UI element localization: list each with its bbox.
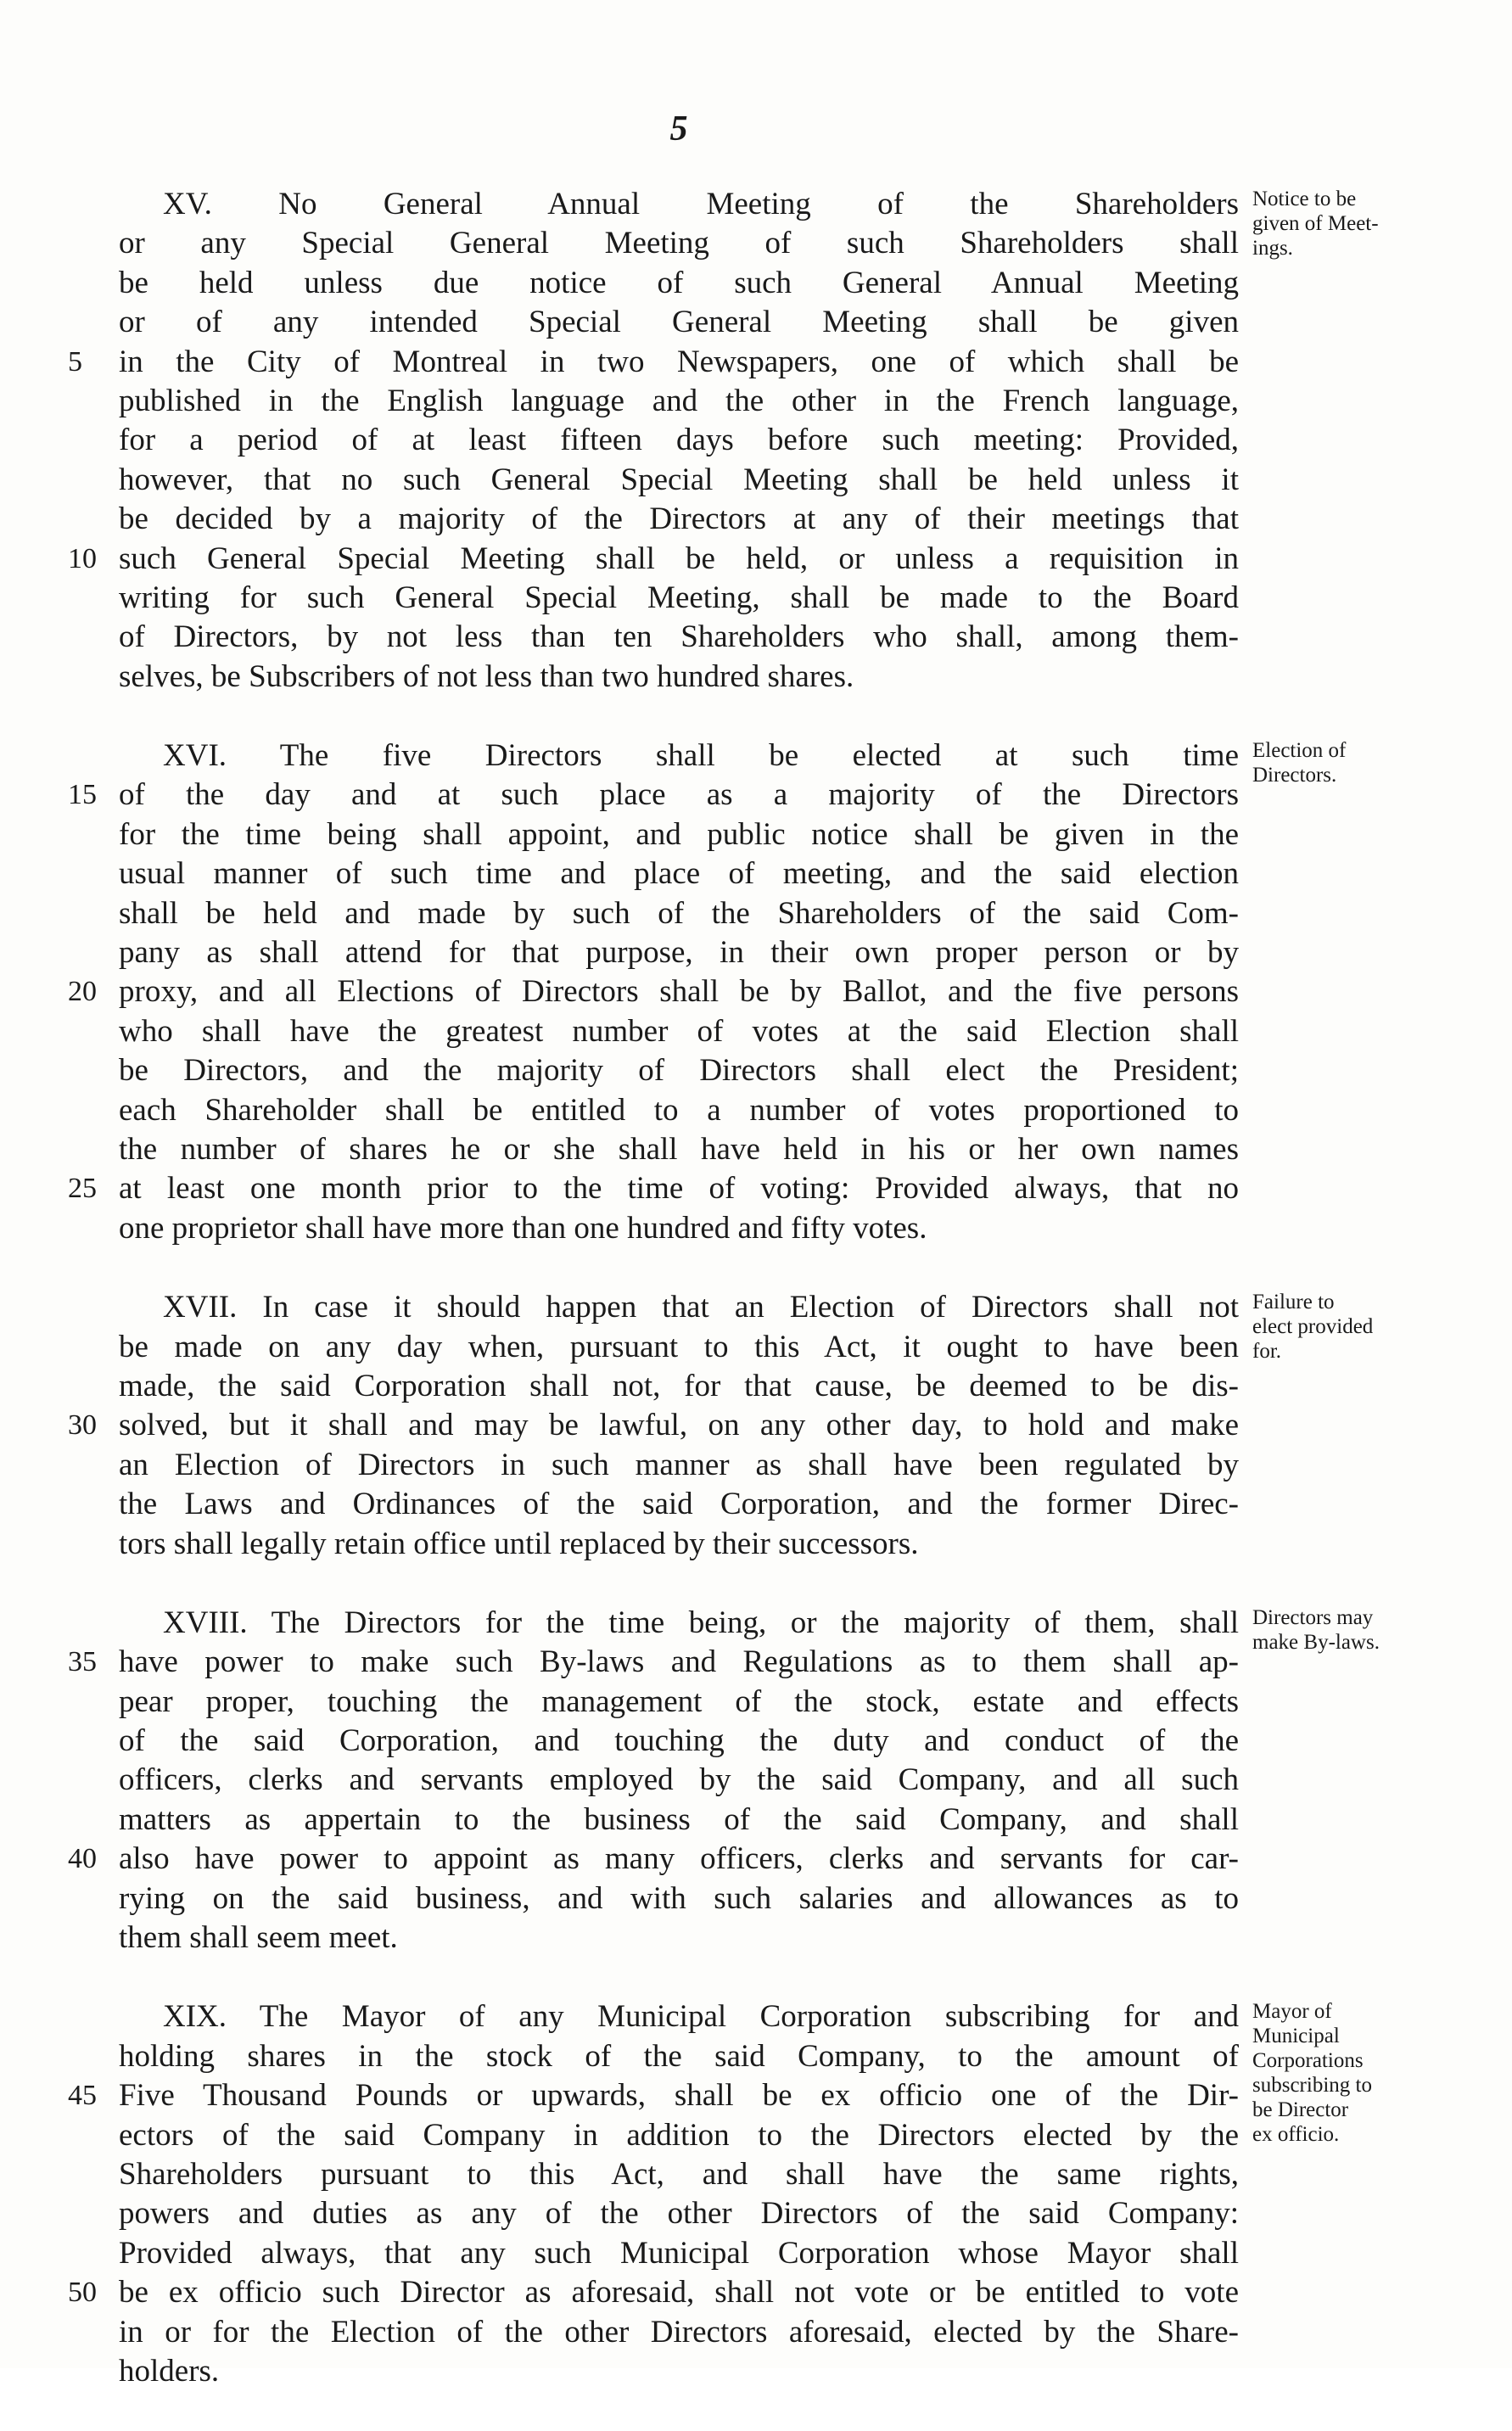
text-line — [0, 343, 1512, 382]
line-text: proxy, and all Elections of Directors shall be by Ballot, and the five persons — [119, 974, 1239, 1010]
margin-note-line: ings. — [1252, 237, 1293, 260]
section-heading-line: XVI. The five Directors shall be elected at such time — [163, 738, 1239, 774]
text-line — [0, 1091, 1512, 1130]
line-text: such General Special Meeting shall be held, or unless a requisition in — [119, 541, 1239, 576]
text-line — [0, 2352, 1512, 2391]
line-text: powers and duties as any of the other Directors of the said Company: — [119, 2196, 1239, 2232]
line-number: 10 — [68, 542, 97, 574]
margin-note-line: Election of — [1252, 739, 1347, 763]
text-line — [0, 894, 1512, 933]
text-line — [0, 540, 1512, 579]
margin-note — [1252, 1290, 1473, 1364]
line-text: made, the said Corporation shall not, for that cause, be deemed to be dis- — [119, 1368, 1239, 1403]
line-number: 35 — [68, 1646, 97, 1678]
line-text: be decided by a majority of the Directors at any of their meetings that — [119, 501, 1239, 537]
text-line — [0, 1406, 1512, 1445]
margin-note — [1252, 1999, 1473, 2147]
line-number: 45 — [68, 2080, 97, 2112]
line-text: them shall seem meet. — [119, 1920, 398, 1956]
margin-note-line: elect provided — [1252, 1315, 1374, 1339]
line-number: 20 — [68, 976, 97, 1008]
section-xv — [0, 185, 1512, 697]
margin-note-line: Directors. — [1252, 764, 1337, 787]
text-line — [0, 2273, 1512, 2312]
line-number: 5 — [68, 345, 82, 378]
margin-note-line: given of Meet- — [1252, 212, 1379, 235]
text-line — [0, 1761, 1512, 1800]
line-number: 50 — [68, 2277, 97, 2309]
line-text: the number of shares he or she shall have held in his or her own names — [119, 1131, 1239, 1167]
section-xviii — [0, 1604, 1512, 1958]
section-xvii — [0, 1288, 1512, 1564]
statute-body — [0, 185, 1512, 2431]
line-text: be ex officio such Director as aforesaid, shall not vote or be entitled to vote — [119, 2275, 1239, 2311]
margin-note-line: Failure to — [1252, 1291, 1335, 1314]
text-line — [0, 1209, 1512, 1248]
text-line — [0, 303, 1512, 342]
text-line — [0, 1367, 1512, 1406]
text-line — [0, 1012, 1512, 1051]
line-text: pany as shall attend for that purpose, in their own proper person or by — [119, 935, 1239, 971]
line-text: Provided always, that any such Municipal Corporation whose Mayor shall — [119, 2235, 1239, 2271]
margin-note-line: Corporations — [1252, 2049, 1364, 2073]
line-number: 15 — [68, 779, 97, 811]
line-text: an Election of Directors in such manner as shall have been regulated by — [119, 1447, 1239, 1482]
text-line — [0, 421, 1512, 460]
margin-note-line: make By-laws. — [1252, 1630, 1380, 1654]
section-xvi — [0, 737, 1512, 1248]
text-line — [0, 1879, 1512, 1918]
text-line — [0, 1446, 1512, 1485]
margin-note-line: Mayor of — [1252, 2000, 1332, 2024]
line-text: each Shareholder shall be entitled to a number of votes proportioned to — [119, 1092, 1239, 1128]
margin-note-line: Notice to be — [1252, 188, 1357, 210]
margin-note — [1252, 738, 1473, 787]
line-text: writing for such General Special Meeting, shall be made to the Board — [119, 580, 1239, 615]
line-text: ectors of the said Company in addition to the Directors elected by the — [119, 2117, 1239, 2153]
text-line — [0, 2234, 1512, 2273]
line-text: selves, be Subscribers of not less than two hundred shares. — [119, 658, 854, 694]
line-number: 30 — [68, 1409, 97, 1442]
text-line — [0, 1051, 1512, 1090]
line-text: in the City of Montreal in two Newspapers, one of which shall be — [119, 344, 1239, 379]
line-text: at least one month prior to the time of voting: Provided always, that no — [119, 1171, 1239, 1207]
margin-note-line: for. — [1252, 1340, 1282, 1364]
margin-note-line: subscribing to — [1252, 2074, 1372, 2098]
text-line — [0, 933, 1512, 972]
line-text: holders. — [119, 2353, 220, 2389]
text-line — [0, 500, 1512, 539]
line-number: 25 — [68, 1173, 97, 1205]
line-number: 40 — [68, 1843, 97, 1875]
text-line — [0, 815, 1512, 854]
line-text: one proprietor shall have more than one hundred and fifty votes. — [119, 1210, 927, 1246]
text-line — [0, 2155, 1512, 2194]
line-text: for a period of at least fifteen days before such meeting: Provided, — [119, 423, 1239, 458]
text-line — [0, 461, 1512, 500]
text-line — [0, 618, 1512, 657]
text-line — [0, 1840, 1512, 1879]
line-text: be held unless due notice of such General Annual Meeting — [119, 265, 1239, 300]
text-line — [0, 1918, 1512, 1958]
line-text: of Directors, by not less than ten Shareholders who shall, among them- — [119, 619, 1239, 655]
margin-note — [1252, 187, 1473, 260]
text-line — [0, 854, 1512, 893]
margin-note-line: Directors may — [1252, 1605, 1374, 1629]
line-text: the Laws and Ordinances of the said Corporation, and the former Direc- — [119, 1487, 1239, 1522]
line-text: shall be held and made by such of the Shareholders of the said Com- — [119, 895, 1239, 931]
margin-note — [1252, 1605, 1473, 1655]
line-text: be Directors, and the majority of Directors shall elect the President; — [119, 1053, 1239, 1089]
section-heading-line: XV. No General Annual Meeting of the Shareholders — [163, 187, 1239, 221]
text-line — [0, 1485, 1512, 1524]
line-text: Shareholders pursuant to this Act, and shall have the same rights, — [119, 2156, 1239, 2192]
line-text: however, that no such General Special Meeting shall be held unless it — [119, 462, 1239, 497]
line-text: tors shall legally retain office until replaced by their successors. — [119, 1526, 919, 1561]
line-text: who shall have the greatest number of votes at the said Election shall — [119, 1013, 1239, 1049]
line-text: or of any intended Special General Meeting shall be given — [119, 305, 1239, 340]
line-text: officers, clerks and servants employed by the said Company, and all such — [119, 1762, 1239, 1798]
text-line — [0, 1130, 1512, 1169]
margin-note-line: be Director — [1252, 2098, 1349, 2122]
line-text: holding shares in the stock of the said Company, to the amount of — [119, 2038, 1239, 2074]
text-line — [0, 972, 1512, 1011]
text-line — [0, 1683, 1512, 1722]
line-text: also have power to appoint as many officers, clerks and servants for car- — [119, 1841, 1239, 1877]
text-line — [0, 2194, 1512, 2233]
text-line — [0, 579, 1512, 618]
line-text: Five Thousand Pounds or upwards, shall be ex officio one of the Dir- — [119, 2078, 1239, 2114]
text-line — [0, 1525, 1512, 1564]
line-text: or any Special General Meeting of such Shareholders shall — [119, 226, 1239, 261]
text-line — [0, 2313, 1512, 2352]
line-text: in or for the Election of the other Directors aforesaid, elected by the Share- — [119, 2314, 1239, 2350]
text-line — [0, 264, 1512, 303]
line-text: be made on any day when, pursuant to this Act, it ought to have been — [119, 1329, 1239, 1364]
text-line — [0, 1722, 1512, 1761]
line-text: pear proper, touching the management of the stock, estate and effects — [119, 1683, 1239, 1719]
line-text: solved, but it shall and may be lawful, on any other day, to hold and make — [119, 1408, 1239, 1443]
text-line — [0, 1169, 1512, 1208]
margin-note-line: ex officio. — [1252, 2123, 1340, 2147]
line-text: have power to make such By-laws and Regulations as to them shall ap- — [119, 1644, 1239, 1680]
page-number: 5 — [669, 109, 688, 148]
section-heading-line: XIX. The Mayor of any Municipal Corporation subscribing for and — [163, 1999, 1239, 2035]
line-text: matters as appertain to the business of the said Company, and shall — [119, 1801, 1239, 1837]
line-text: rying on the said business, and with such salaries and allowances as to — [119, 1880, 1239, 1916]
line-text: of the said Corporation, and touching the duty and conduct of the — [119, 1723, 1239, 1759]
line-text: of the day and at such place as a majority of the Directors — [119, 777, 1239, 813]
text-line — [0, 658, 1512, 697]
text-line — [0, 382, 1512, 421]
section-heading-line: XVIII. The Directors for the time being, or the majority of them, shall — [163, 1605, 1239, 1640]
margin-note-line: Municipal — [1252, 2025, 1340, 2048]
line-text: for the time being shall appoint, and public notice shall be given in the — [119, 816, 1239, 852]
section-xix — [0, 1997, 1512, 2391]
text-line — [0, 1801, 1512, 1840]
line-text: published in the English language and the other in the French language, — [119, 383, 1239, 418]
section-heading-line: XVII. In case it should happen that an Election of Directors shall not — [163, 1290, 1239, 1325]
line-text: usual manner of such time and place of meeting, and the said election — [119, 856, 1239, 892]
